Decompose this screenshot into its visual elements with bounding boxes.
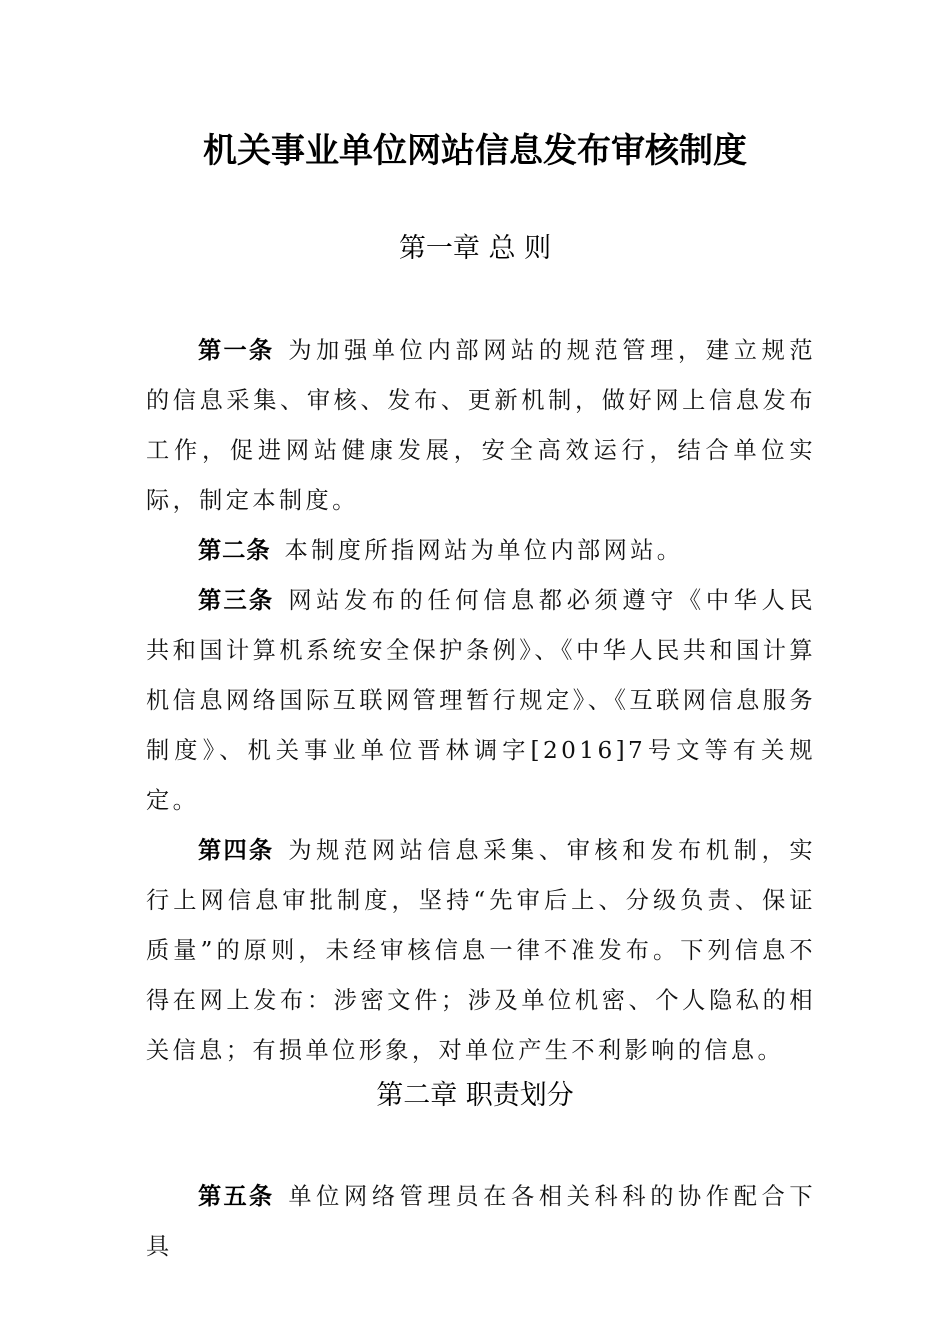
article-1 xyxy=(146,326,816,526)
article-text: 网站发布的任何信息都必须遵守《中华人民共和国计算机系统安全保护条例》、《中华人民共和国计算机信息网络国际互联网管理暂行规定》、《互联网信息服务制度》、机关事业单位晋林调字[2016]7号文等有关规定。 xyxy=(146,587,817,814)
article-label: 第一条 xyxy=(198,337,275,364)
article-label: 第三条 xyxy=(198,587,275,614)
article-label: 第二条 xyxy=(198,537,271,564)
chapter-heading-2: 第二章 职责划分 xyxy=(376,1080,574,1111)
chapter-heading-1: 第一章 总 则 xyxy=(398,233,552,264)
article-4 xyxy=(146,826,816,1076)
article-text: 为加强单位内部网站的规范管理，建立规范的信息采集、审核、发布、更新机制，做好网上信息发布工作，促进网站健康发展，安全高效运行，结合单位实际，制定本制度。 xyxy=(146,337,817,514)
article-text: 为规范网站信息采集、审核和发布机制，实行上网信息审批制度，坚持“先审后上、分级负责、保证质量”的原则，未经审核信息一律不准发布。下列信息不得在网上发布：涉密文件；涉及单位机密、个人隐私的相关信息；有损单位形象，对单位产生不利影响的信息。 xyxy=(146,837,817,1064)
chapter-1-body xyxy=(146,326,816,1076)
article-3 xyxy=(146,576,816,826)
article-2 xyxy=(146,526,816,576)
article-label: 第四条 xyxy=(198,837,275,864)
article-text: 单位网络管理员在各相关科科的协作配合下具 xyxy=(146,1183,817,1260)
chapter-2-body xyxy=(146,1172,816,1272)
document-title: 机关事业单位网站信息发布审核制度 xyxy=(203,131,747,171)
article-label: 第五条 xyxy=(198,1183,275,1210)
article-text: 本制度所指网站为单位内部网站。 xyxy=(284,537,684,564)
article-5 xyxy=(146,1172,816,1272)
